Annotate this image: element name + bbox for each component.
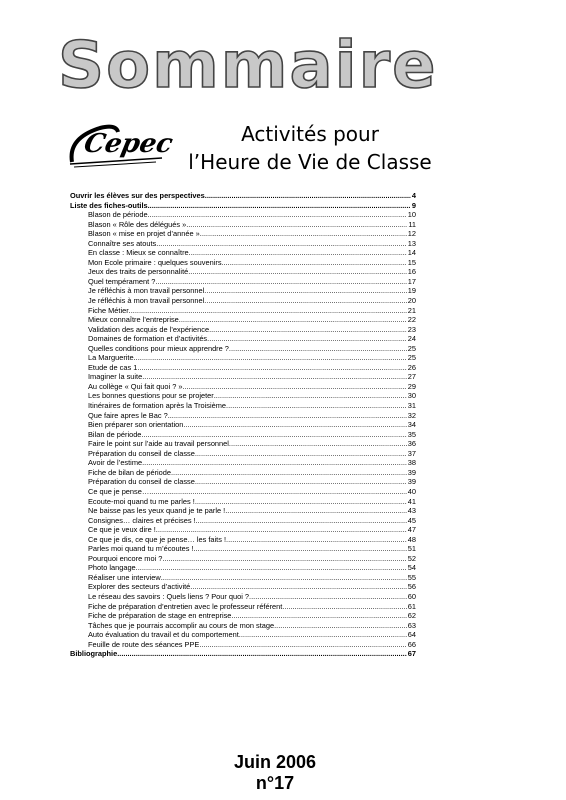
toc-entry — [70, 477, 416, 487]
toc-entry — [70, 229, 416, 239]
toc-entry-label: Quel tempérament ? — [88, 276, 156, 286]
toc-entry-label: Imaginer la suite — [88, 372, 143, 382]
toc-entry — [70, 344, 416, 354]
toc-leader-dots — [199, 640, 406, 650]
toc-leader-dots — [231, 611, 406, 621]
toc-entry-label: Photo langage — [88, 563, 136, 573]
toc-entry-page: 45 — [407, 515, 416, 525]
toc-entry-label: Quelles conditions pour mieux apprendre ? — [88, 343, 229, 353]
toc-leader-dots — [156, 239, 407, 249]
toc-entry — [70, 201, 416, 211]
toc-entry-label: Ce que je veux dire ! — [88, 525, 156, 535]
toc-entry-page: 66 — [407, 639, 416, 649]
toc-entry — [70, 210, 416, 220]
toc-entry — [70, 506, 416, 516]
toc-entry-page: 35 — [407, 429, 416, 439]
toc-entry-page: 27 — [407, 372, 416, 382]
toc-leader-dots — [249, 592, 407, 602]
toc-entry-label: Fiche de préparation d’entretien avec le professeur référent — [88, 601, 283, 611]
toc-entry-page: 41 — [407, 496, 416, 506]
toc-entry-page: 32 — [407, 410, 416, 420]
toc-leader-dots — [214, 391, 407, 401]
toc-entry-label: Que faire apres le Bac ? — [88, 410, 168, 420]
toc-leader-dots — [149, 487, 407, 497]
toc-leader-dots — [148, 201, 411, 211]
toc-entry-label: Ne baisse pas les yeux quand je te parle ! — [88, 506, 226, 516]
toc-entry-label: Le réseau des savoirs : Quels liens ? Pour quoi ? — [88, 591, 250, 601]
toc-entry — [70, 458, 416, 468]
toc-entry — [70, 630, 416, 640]
toc-leader-dots — [204, 286, 407, 296]
toc-entry-label: Etude de cas 1 — [88, 362, 138, 372]
toc-leader-dots — [141, 430, 406, 440]
toc-entry — [70, 391, 416, 401]
toc-entry-label: Blason « mise en projet d’année » — [88, 229, 200, 239]
toc-entry — [70, 516, 416, 526]
toc-entry — [70, 535, 416, 545]
toc-entry — [70, 525, 416, 535]
toc-leader-dots — [205, 191, 411, 201]
toc-leader-dots — [239, 630, 407, 640]
toc-entry — [70, 439, 416, 449]
toc-entry-page: 20 — [407, 296, 416, 306]
toc-leader-dots — [194, 544, 407, 554]
toc-entry-page: 54 — [407, 563, 416, 573]
toc-leader-dots — [161, 573, 407, 583]
subtitle-line-2: l’Heure de Vie de Classe — [188, 150, 432, 174]
toc-entry-label: Parles moi quand tu m’écoutes ! — [88, 544, 194, 554]
toc-entry — [70, 382, 416, 392]
toc-entry-label: Au collège « Qui fait quoi ? » — [88, 381, 183, 391]
toc-entry-page: 19 — [407, 286, 416, 296]
toc-entry — [70, 420, 416, 430]
toc-entry-page: 38 — [407, 458, 416, 468]
toc-entry-label: Je réfléchis à mon travail personnel — [88, 286, 205, 296]
toc-leader-dots — [136, 563, 407, 573]
toc-entry-label: Auto évaluation du travail et du comportement — [88, 630, 239, 640]
toc-leader-dots — [179, 315, 407, 325]
toc-leader-dots — [222, 258, 407, 268]
toc-leader-dots — [189, 248, 407, 258]
toc-entry-label: Préparation du conseil de classe — [88, 477, 195, 487]
toc-leader-dots — [190, 582, 406, 592]
toc-entry-page: 34 — [407, 420, 416, 430]
toc-leader-dots — [204, 296, 407, 306]
toc-entry-page: 13 — [407, 238, 416, 248]
toc-entry-page: 24 — [407, 334, 416, 344]
toc-entry-page: 43 — [407, 506, 416, 516]
toc-leader-dots — [142, 372, 407, 382]
toc-leader-dots — [134, 353, 407, 363]
subtitle — [165, 120, 455, 176]
toc-leader-dots — [162, 554, 406, 564]
toc-entry — [70, 363, 416, 373]
toc-leader-dots — [196, 516, 407, 526]
toc-entry — [70, 611, 416, 621]
toc-entry-label: Jeux des traits de personnalité — [88, 267, 189, 277]
logo-graphic — [66, 118, 178, 170]
toc-entry-page: 15 — [407, 257, 416, 267]
toc-entry-label: Blason « Rôle des délégués » — [88, 219, 187, 229]
toc-leader-dots — [225, 506, 407, 516]
toc-entry — [70, 239, 416, 249]
toc-leader-dots — [282, 602, 406, 612]
toc-entry — [70, 353, 416, 363]
toc-entry-label: Connaître ses atouts — [88, 238, 157, 248]
toc-entry-label: En classe : Mieux se connaître — [88, 248, 189, 258]
toc-entry-page: 11 — [408, 219, 416, 229]
toc-entry-label: Mieux connaître l’entreprise — [88, 315, 179, 325]
toc-entry — [70, 372, 416, 382]
table-of-contents — [70, 191, 416, 659]
toc-entry-page: 26 — [407, 362, 416, 372]
toc-entry-page: 31 — [407, 401, 416, 411]
toc-entry-label: Tâches que je pourrais accomplir au cours de mon stage — [88, 620, 275, 630]
toc-leader-dots — [171, 468, 407, 478]
toc-entry-label: Fiche de préparation de stage en entreprise — [88, 611, 232, 621]
logo-text: Cepec — [81, 128, 176, 159]
issue-date: Juin 2006 — [233, 752, 317, 772]
toc-entry-label: Ce que je dis, ce que je pense… les faits ! — [88, 534, 227, 544]
toc-entry-page: 10 — [407, 210, 416, 220]
toc-entry-page: 36 — [407, 439, 416, 449]
toc-leader-dots — [229, 344, 407, 354]
toc-entry — [70, 315, 416, 325]
toc-entry-page: 47 — [407, 525, 416, 535]
toc-entry — [70, 592, 416, 602]
toc-entry-label: Ce que je pense… — [88, 486, 150, 496]
toc-leader-dots — [226, 535, 407, 545]
cepec-logo — [66, 118, 178, 170]
toc-entry-label: Consignes… claires et précises ! — [88, 515, 196, 525]
toc-entry-page: 64 — [407, 630, 416, 640]
toc-entry — [70, 544, 416, 554]
toc-entry-label: Validation des acquis de l’expérience — [88, 324, 210, 334]
toc-entry-label: Préparation du conseil de classe — [88, 448, 195, 458]
toc-entry — [70, 334, 416, 344]
toc-entry-page: 39 — [407, 477, 416, 487]
toc-leader-dots — [168, 411, 407, 421]
toc-entry-page: 39 — [407, 467, 416, 477]
toc-entry — [70, 248, 416, 258]
toc-entry — [70, 411, 416, 421]
toc-entry — [70, 582, 416, 592]
collection-title — [462, 122, 542, 722]
toc-entry-page: 62 — [407, 611, 416, 621]
toc-leader-dots — [129, 306, 407, 316]
toc-entry-label: Bibliographie — [70, 649, 118, 659]
toc-entry-page: 12 — [407, 229, 416, 239]
toc-entry-label: Réaliser une interview — [88, 572, 161, 582]
toc-leader-dots — [183, 420, 406, 430]
toc-entry-label: Explorer des secteurs d’activité — [88, 582, 191, 592]
toc-leader-dots — [195, 497, 407, 507]
toc-entry-label: Mon Ecole primaire : quelques souvenirs — [88, 257, 222, 267]
toc-leader-dots — [188, 267, 407, 277]
toc-entry-page: 9 — [411, 200, 416, 210]
toc-entry-page: 55 — [407, 572, 416, 582]
toc-entry-page: 56 — [407, 582, 416, 592]
toc-leader-dots — [137, 363, 406, 373]
toc-entry — [70, 296, 416, 306]
toc-leader-dots — [156, 525, 407, 535]
toc-entry — [70, 649, 416, 659]
toc-leader-dots — [148, 210, 407, 220]
toc-entry-page: 25 — [407, 343, 416, 353]
toc-entry-page: 67 — [407, 649, 416, 659]
toc-entry-page: 25 — [407, 353, 416, 363]
toc-leader-dots — [226, 401, 407, 411]
toc-leader-dots — [229, 439, 407, 449]
toc-entry-label: Feuille de route des séances PPE — [88, 639, 200, 649]
toc-entry — [70, 640, 416, 650]
toc-entry-page: 60 — [407, 591, 416, 601]
toc-entry — [70, 258, 416, 268]
toc-entry — [70, 554, 416, 564]
toc-entry-page: 61 — [407, 601, 416, 611]
toc-leader-dots — [209, 325, 407, 335]
toc-entry-page: 17 — [407, 276, 416, 286]
toc-entry-page: 21 — [407, 305, 416, 315]
toc-leader-dots — [142, 458, 407, 468]
toc-entry — [70, 220, 416, 230]
toc-entry-label: Ouvrir les élèves sur des perspectives — [70, 191, 205, 200]
toc-entry-label: Fiche de bilan de période — [88, 467, 171, 477]
toc-entry — [70, 468, 416, 478]
toc-entry-page: 51 — [407, 544, 416, 554]
toc-leader-dots — [117, 649, 407, 659]
page-title: Sommaire — [58, 29, 438, 103]
toc-entry-label: Blason de période — [88, 210, 148, 220]
toc-entry-page: 63 — [407, 620, 416, 630]
subtitle-line-1: Activités pour — [241, 122, 379, 146]
toc-entry-page: 52 — [407, 553, 416, 563]
toc-entry-label: Pourquoi encore moi ? — [88, 553, 163, 563]
toc-entry-page: 14 — [407, 248, 416, 258]
toc-entry — [70, 277, 416, 287]
toc-entry-page: 40 — [407, 486, 416, 496]
toc-entry — [70, 401, 416, 411]
toc-entry-label: Liste des fiches-outils — [70, 200, 148, 210]
toc-leader-dots — [200, 229, 407, 239]
toc-entry-page: 30 — [407, 391, 416, 401]
toc-entry — [70, 602, 416, 612]
toc-entry-label: Domaines de formation et d’activités — [88, 334, 208, 344]
toc-entry-label: La Marguerite — [88, 353, 134, 363]
toc-entry-label: Les bonnes questions pour se projeter — [88, 391, 214, 401]
issue-info — [200, 752, 350, 794]
toc-entry — [70, 267, 416, 277]
toc-entry-label: Bien préparer son orientation — [88, 420, 184, 430]
toc-entry-label: Itinéraires de formation après la Troisième — [88, 401, 227, 411]
toc-leader-dots — [207, 334, 407, 344]
toc-entry — [70, 325, 416, 335]
toc-entry — [70, 497, 416, 507]
toc-leader-dots — [195, 477, 407, 487]
toc-entry — [70, 286, 416, 296]
toc-entry-page: 23 — [407, 324, 416, 334]
toc-entry-label: Fiche Métier — [88, 305, 129, 315]
toc-entry-label: Bilan de période — [88, 429, 142, 439]
toc-leader-dots — [195, 449, 407, 459]
issue-number: n°17 — [255, 773, 295, 793]
toc-entry — [70, 621, 416, 631]
toc-entry-label: Ecoute-moi quand tu me parles ! — [88, 496, 195, 506]
toc-entry — [70, 563, 416, 573]
toc-leader-dots — [186, 220, 407, 230]
toc-entry-page: 48 — [407, 534, 416, 544]
toc-leader-dots — [274, 621, 407, 631]
toc-entry-label: Faire le point sur l’aide au travail personnel — [88, 439, 229, 449]
toc-entry — [70, 573, 416, 583]
toc-entry-page: 29 — [407, 381, 416, 391]
toc-entry — [70, 487, 416, 497]
toc-entry-page: 37 — [407, 448, 416, 458]
toc-entry — [70, 191, 416, 201]
toc-leader-dots — [183, 382, 407, 392]
toc-entry — [70, 306, 416, 316]
toc-entry-label: Avoir de l’estime — [88, 458, 143, 468]
toc-entry-page: 16 — [407, 267, 416, 277]
toc-entry — [70, 430, 416, 440]
toc-leader-dots — [155, 277, 406, 287]
toc-entry — [70, 449, 416, 459]
toc-entry-page: 4 — [411, 191, 416, 200]
toc-entry-page: 22 — [407, 315, 416, 325]
toc-entry-label: Je réfléchis à mon travail personnel — [88, 296, 205, 306]
